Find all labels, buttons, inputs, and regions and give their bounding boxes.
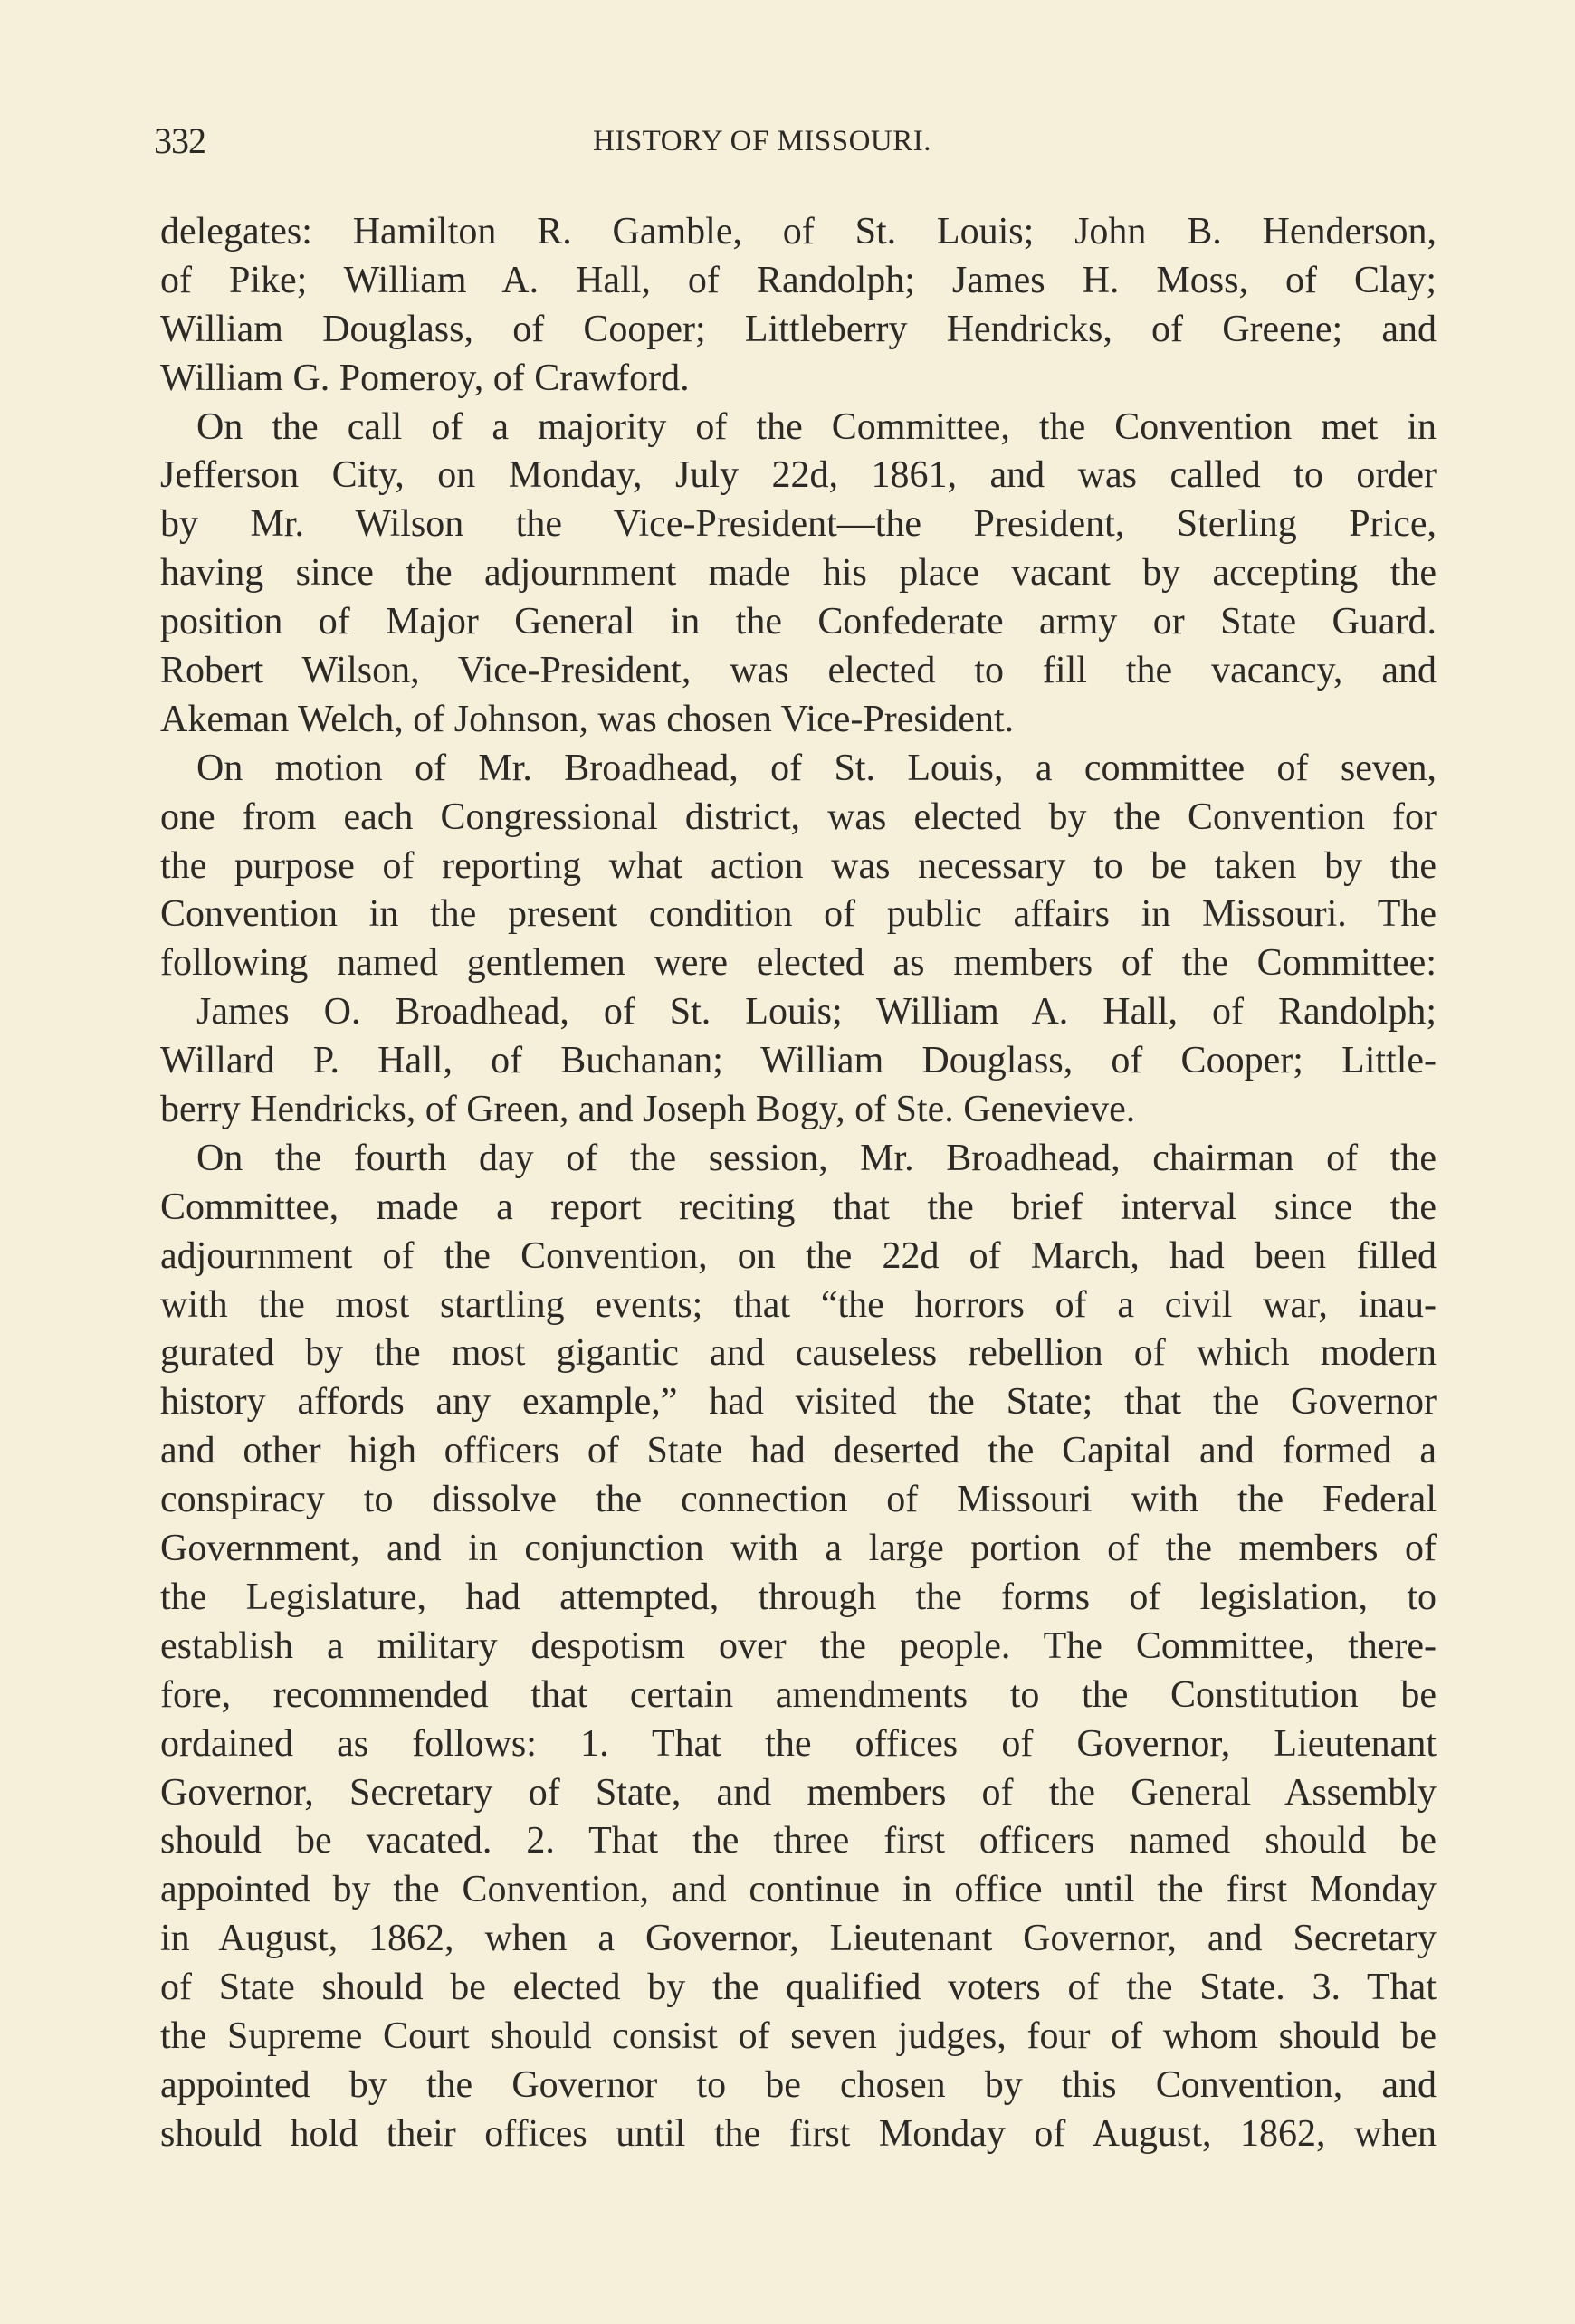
text-line: Akeman Welch, of Johnson, was chosen Vice-President.	[160, 698, 1015, 740]
text-line: should hold their offices until the first Monday of August, 1862, when	[160, 2112, 1437, 2155]
text-line: Willard P. Hall, of Buchanan; William Douglass, of Cooper; Little-	[160, 1040, 1437, 1082]
page-number: 332	[154, 120, 205, 161]
paragraph	[160, 208, 1437, 404]
text-line: the purpose of reporting what action was necessary to be taken by the	[160, 844, 1437, 887]
text-line: Governor, Secretary of State, and members of the General Assembly	[160, 1771, 1437, 1814]
text-line: James O. Broadhead, of St. Louis; William A. Hall, of Randolph;	[196, 991, 1437, 1033]
text-line: by Mr. Wilson the Vice-President—the President, Sterling Price,	[160, 503, 1437, 546]
text-line: Robert Wilson, Vice-President, was elected to fill the vacancy, and	[160, 650, 1437, 692]
text-line: adjournment of the Convention, on the 22d of March, had been filled	[160, 1234, 1437, 1277]
text-line: delegates: Hamilton R. Gamble, of St. Louis; John B. Henderson,	[160, 211, 1437, 252]
text-line: of State should be elected by the qualified voters of the State. 3. That	[160, 1967, 1437, 2009]
text-line: following named gentlemen were elected as members of the Committee:	[160, 942, 1437, 985]
text-line: William Douglass, of Cooper; Littleberry Hendricks, of Greene; and	[160, 308, 1437, 350]
text-line: the Legislature, had attempted, through the forms of legislation, to	[160, 1576, 1437, 1618]
text-line: gurated by the most gigantic and causeless rebellion of which modern	[160, 1332, 1437, 1375]
text-line: appointed by the Convention, and continue in office until the first Monday	[160, 1869, 1437, 1911]
text-line: William G. Pomeroy, of Crawford.	[160, 357, 690, 399]
paragraph	[160, 988, 1437, 1135]
paragraph	[160, 404, 1437, 745]
text-line: berry Hendricks, of Green, and Joseph Bogy, of Ste. Genevieve.	[160, 1089, 1136, 1131]
text-line: with the most startling events; that “the horrors of a civil war, inau-	[160, 1283, 1437, 1326]
text-line: On motion of Mr. Broadhead, of St. Louis, a committee of seven,	[196, 747, 1437, 789]
text-line: and other high officers of State had deserted the Capital and formed a	[160, 1430, 1437, 1472]
body-text	[160, 208, 1437, 2159]
text-line: history affords any example,” had visited the State; that the Governor	[160, 1381, 1437, 1424]
text-line: On the call of a majority of the Committee, the Convention met in	[196, 405, 1437, 448]
text-line: in August, 1862, when a Governor, Lieutenant Governor, and Secretary	[160, 1918, 1437, 1960]
text-line: establish a military despotism over the people. The Committee, there-	[160, 1624, 1437, 1667]
text-line: one from each Congressional district, was elected by the Convention for	[160, 795, 1437, 838]
text-line: ordained as follows: 1. That the offices of Governor, Lieutenant	[160, 1722, 1437, 1765]
text-line: appointed by the Governor to be chosen by this Convention, and	[160, 2063, 1437, 2106]
text-line: of Pike; William A. Hall, of Randolph; James H. Moss, of Clay;	[160, 259, 1437, 301]
text-line: should be vacated. 2. That the three first officers named should be	[160, 1820, 1437, 1862]
text-line: Convention in the present condition of public affairs in Missouri. The	[160, 893, 1437, 936]
text-line: fore, recommended that certain amendments to the Constitution be	[160, 1673, 1437, 1716]
paragraph	[160, 1135, 1437, 2159]
text-line: having since the adjournment made his place vacant by accepting the	[160, 552, 1437, 595]
text-line: Committee, made a report reciting that the brief interval since the	[160, 1186, 1437, 1228]
text-line: On the fourth day of the session, Mr. Broadhead, chairman of the	[196, 1137, 1437, 1179]
running-title: HISTORY OF MISSOURI.	[593, 125, 931, 157]
text-line: Government, and in conjunction with a large portion of the members of	[160, 1528, 1437, 1570]
paragraph	[160, 745, 1437, 988]
text-line: conspiracy to dissolve the connection of Missouri with the Federal	[160, 1479, 1437, 1521]
text-line: position of Major General in the Confederate army or State Guard.	[160, 601, 1437, 643]
text-line: the Supreme Court should consist of seven judges, four of whom should be	[160, 2014, 1437, 2057]
text-line: Jefferson City, on Monday, July 22d, 1861, and was called to order	[160, 454, 1437, 497]
